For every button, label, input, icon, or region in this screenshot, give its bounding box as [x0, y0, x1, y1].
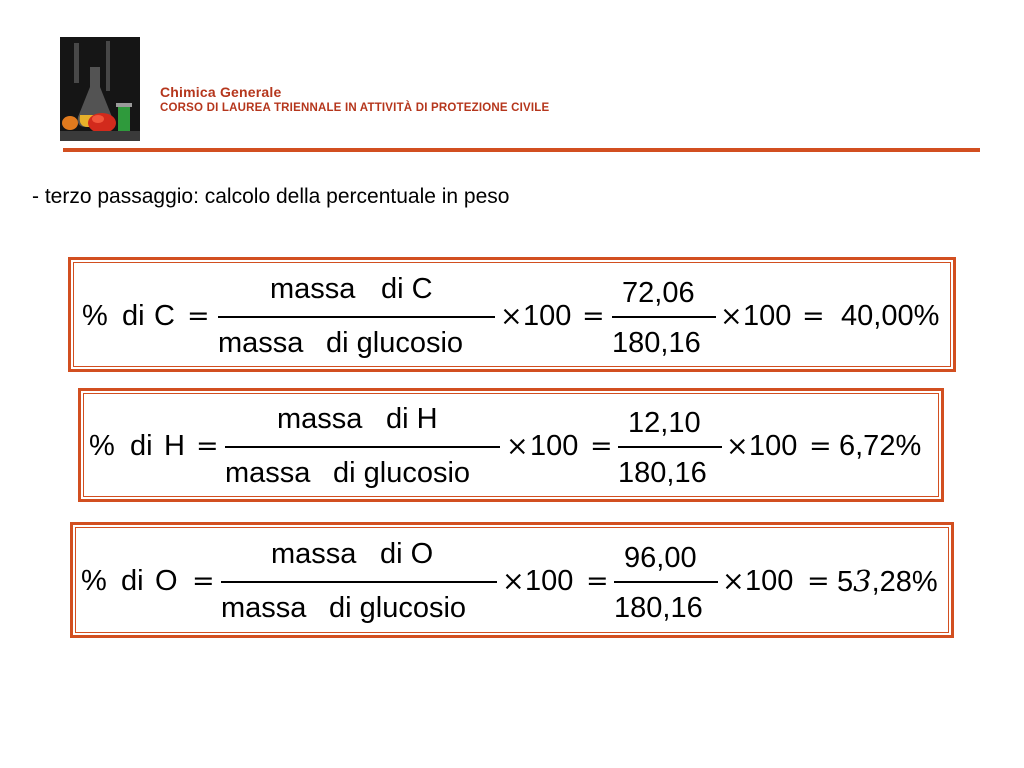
percent-symbol: % [81, 565, 107, 597]
intro-text: - terzo passaggio: calcolo della percentuale in peso [32, 185, 510, 208]
course-title: Chimica Generale [160, 84, 282, 100]
denominator-di-glucosio: di glucosio [326, 327, 464, 359]
numerator-massa: massa [277, 403, 363, 435]
denominator-di-glucosio: di glucosio [333, 457, 471, 489]
result-prefix: 6,72% [839, 430, 922, 462]
result-mid: 3 [853, 564, 872, 598]
fraction-denominator-value: 180,16 [612, 327, 701, 359]
fraction-bar [612, 316, 716, 318]
factor-100: 100 [743, 300, 792, 332]
times-sign: × [726, 431, 749, 462]
fraction-bar [221, 581, 497, 583]
result-value [841, 302, 939, 331]
chemistry-flasks-logo-icon [60, 37, 140, 141]
lhs-di: di [121, 565, 144, 597]
numerator-di-element: di H [386, 403, 438, 435]
percent-symbol: % [89, 430, 115, 462]
numerator-massa: massa [270, 273, 356, 305]
fraction-numerator-value: 96,00 [624, 542, 697, 574]
equals-sign: = [582, 301, 605, 332]
fraction-bar [618, 446, 722, 448]
equals-sign: = [192, 566, 215, 597]
denominator-massa: massa [221, 592, 307, 624]
fraction-numerator-value: 72,06 [622, 277, 695, 309]
fraction-bar [218, 316, 495, 318]
result-value [837, 564, 938, 598]
fraction-bar [225, 446, 500, 448]
lhs-element: H [164, 430, 185, 462]
equals-sign: = [187, 301, 210, 332]
header-divider [63, 148, 980, 152]
lhs-di: di [130, 430, 153, 462]
fraction-denominator-value: 180,16 [614, 592, 703, 624]
result-prefix: 5 [837, 566, 854, 598]
equals-sign: = [590, 431, 613, 462]
equation-box-carbon [68, 257, 956, 372]
times-sign: × [720, 301, 743, 332]
numerator-massa: massa [271, 538, 357, 570]
factor-100: 100 [749, 430, 798, 462]
times-sign: × [500, 301, 523, 332]
times-sign: × [502, 566, 525, 597]
factor-100: 100 [745, 565, 794, 597]
lhs-element: O [155, 565, 178, 597]
numerator-di-element: di C [381, 273, 433, 305]
fraction-numerator-value: 12,10 [628, 407, 701, 439]
factor-100: 100 [530, 430, 579, 462]
denominator-di-glucosio: di glucosio [329, 592, 467, 624]
result-prefix: 40,00% [841, 300, 940, 332]
lhs-element: C [154, 300, 175, 332]
result-suffix: ,28% [871, 566, 938, 598]
factor-100: 100 [525, 565, 574, 597]
equals-sign: = [807, 566, 830, 597]
equation-box-hydrogen [78, 388, 944, 502]
result-value [839, 432, 921, 461]
times-sign: × [722, 566, 745, 597]
header [160, 84, 549, 114]
percent-symbol: % [82, 300, 108, 332]
denominator-massa: massa [225, 457, 311, 489]
denominator-massa: massa [218, 327, 304, 359]
numerator-di-element: di O [380, 538, 434, 570]
fraction-denominator-value: 180,16 [618, 457, 707, 489]
course-subtitle: CORSO DI LAUREA TRIENNALE IN ATTIVITÀ DI PROTEZIONE CIVILE [160, 102, 550, 114]
equals-sign: = [586, 566, 609, 597]
equals-sign: = [809, 431, 832, 462]
equation-box-oxygen [70, 522, 954, 638]
fraction-bar [614, 581, 718, 583]
lhs-di: di [122, 300, 145, 332]
factor-100: 100 [523, 300, 572, 332]
equals-sign: = [802, 301, 825, 332]
times-sign: × [506, 431, 529, 462]
equals-sign: = [196, 431, 219, 462]
